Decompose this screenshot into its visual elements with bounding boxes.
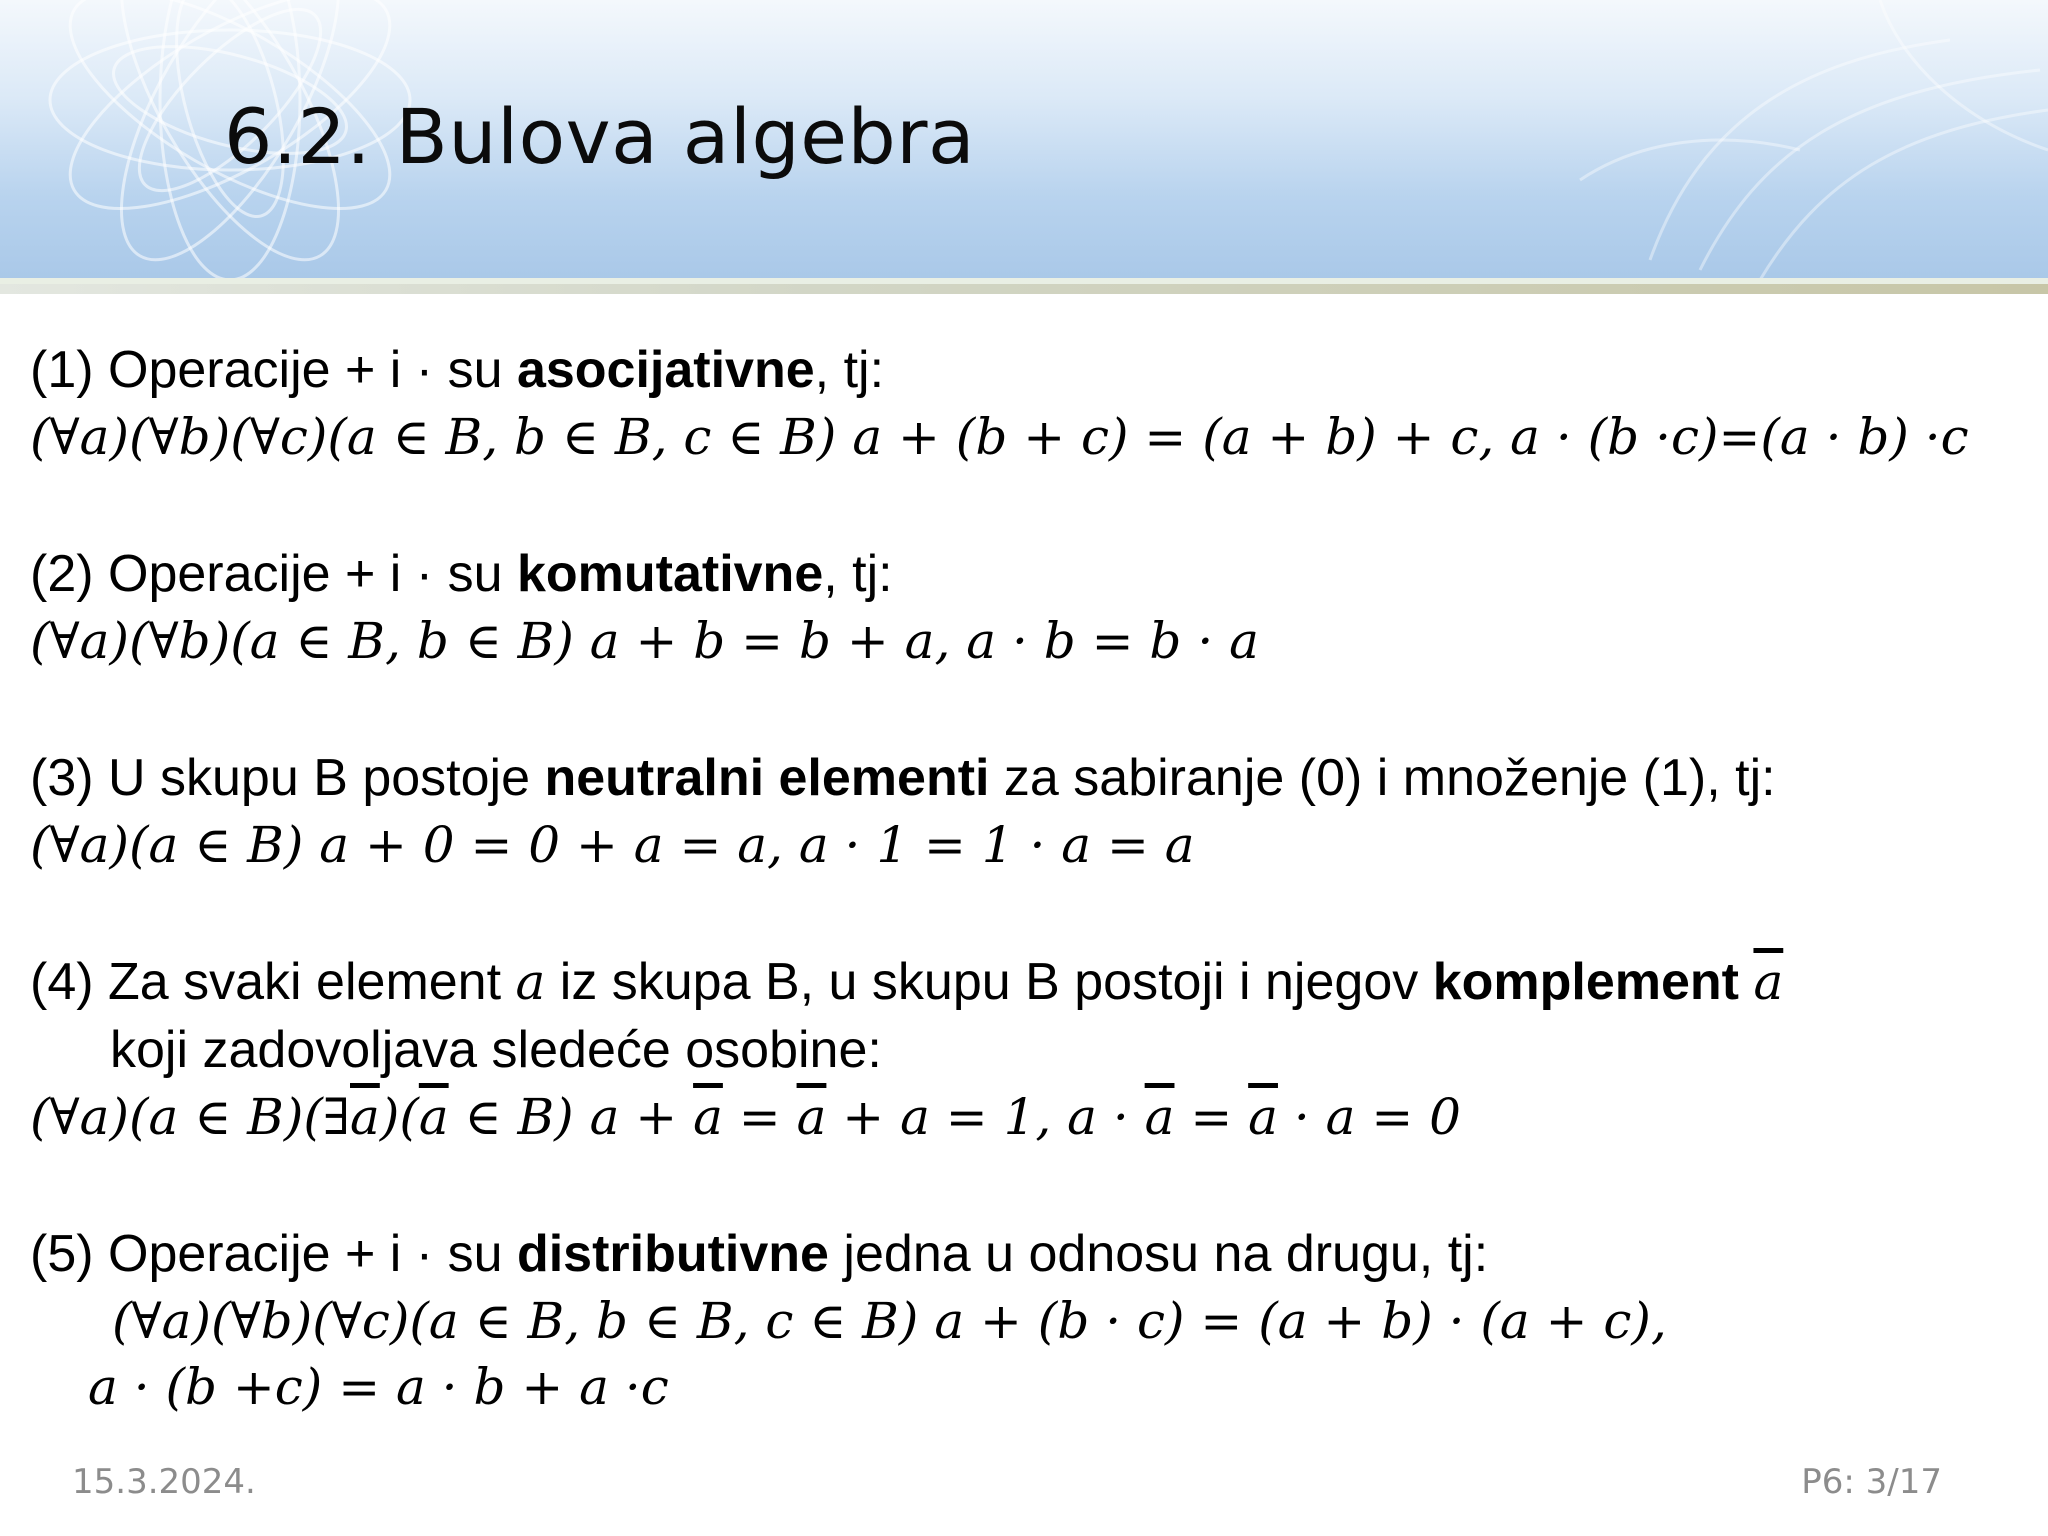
item-3-heading: (3) U skupu B postoje neutralni elementi za sabiranje (0) i množenje (1), tj: bbox=[30, 749, 1776, 807]
slide-title: 6.2. Bulova algebra bbox=[224, 92, 976, 181]
term-neutralni-elementi: neutralni elementi bbox=[544, 749, 990, 807]
item-2-heading: (2) Operacije + i · su komutativne, tj: bbox=[30, 545, 893, 603]
item-5-formula: (∀a)(∀b)(∀c)(a ∈ B, b ∈ B, c ∈ B) a + (b · c) = (a + b) · (a + c), bbox=[112, 1292, 1667, 1350]
item-5-heading: (5) Operacije + i · su distributivne jedna u odnosu na drugu, tj: bbox=[30, 1225, 1489, 1283]
item-2-formula: (∀a)(∀b)(a ∈ B, b ∈ B) a + b = b + a, a · b = b · a bbox=[30, 612, 1259, 670]
item-3-formula: (∀a)(a ∈ B) a + 0 = 0 + a = a, a · 1 = 1 · a = a bbox=[30, 816, 1195, 874]
header-divider bbox=[0, 284, 2048, 294]
term-komplement: komplement bbox=[1432, 953, 1739, 1011]
footer-page-number: P6: 3/17 bbox=[1801, 1462, 1942, 1502]
item-4-formula: (∀a)(a ∈ $B)(\exists\overline{a})(\overline{a}$ ∈ B) $a + \overline{a} = \overline{a} + a = 1$, $a \cdot \overline{a} = \overline{a} \cdot a = 0$ bbox=[30, 1088, 1461, 1146]
item-4-heading-line2: koji zadovoljava sledeće osobine: bbox=[110, 1021, 882, 1079]
item-1-heading: (1) Operacije + i · su asocijativne, tj: bbox=[30, 341, 885, 399]
term-distributivne: distributivne bbox=[516, 1225, 829, 1283]
item-5-formula-2: a · (b +c) = a · b + a ·c bbox=[88, 1358, 669, 1416]
footer-date: 15.3.2024. bbox=[72, 1462, 256, 1502]
slide-header bbox=[0, 0, 2048, 282]
term-asocijativne: asocijativne bbox=[516, 341, 815, 399]
item-1-formula: (∀a)(∀b)(∀c)(a ∈ B, b ∈ B, c ∈ B) a + (b + c) = (a + b) + c, a · (b ·c)=(a · b) ·c bbox=[30, 408, 1969, 466]
item-4-heading: (4) Za svaki element a iz skupa B, u skupu B postoji i njegov komplement $\overline{a}$ bbox=[30, 953, 1784, 1011]
term-komutativne: komutativne bbox=[516, 545, 824, 603]
